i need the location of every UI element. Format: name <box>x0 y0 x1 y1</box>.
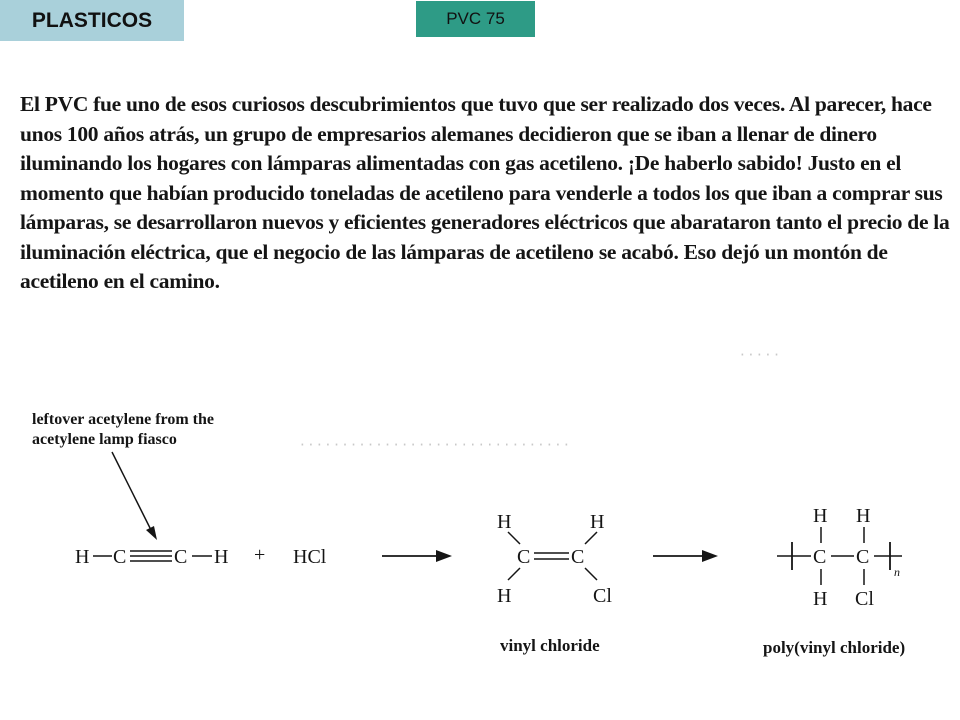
annotation-arrow <box>112 452 152 532</box>
acetylene-h-left: H <box>75 546 90 568</box>
plus-sign: + <box>254 544 266 566</box>
acetylene-c1: C <box>113 546 127 568</box>
annotation-line-2: acetylene lamp fiasco <box>32 431 177 448</box>
polymer-h-top-2: H <box>856 505 871 527</box>
polymer-c2: C <box>856 546 870 568</box>
reaction-arrow-1-head <box>436 550 452 562</box>
acetylene-c2: C <box>174 546 188 568</box>
vinyl-h-bottom: H <box>497 585 512 607</box>
scan-bleed-decoration: ‧ ‧ ‧ ‧ ‧ ‧ ‧ ‧ ‧ ‧ ‧ ‧ ‧ ‧ ‧ ‧ ‧ ‧ ‧ ‧ ‧ ‧ ‧ ‧ ‧ ‧ ‧ ‧ ‧ ‧ ‧ ‧ <box>300 438 569 454</box>
vinyl-bond <box>585 532 597 544</box>
polymer-subscript-n: n <box>894 565 900 579</box>
pvc-label: poly(vinyl chloride) <box>763 638 906 657</box>
vinyl-bond <box>508 532 520 544</box>
acetylene-h-right: H <box>214 546 229 568</box>
vinyl-h-top-left: H <box>497 511 512 533</box>
polymer-h-top-1: H <box>813 505 828 527</box>
reaction-scheme <box>0 380 960 680</box>
annotation-arrowhead <box>146 526 157 540</box>
slide-code-badge: PVC 75 <box>416 1 535 37</box>
vinyl-bond <box>508 568 520 580</box>
vinyl-cl: Cl <box>593 585 612 607</box>
scan-bleed-decoration: ‧ ‧ ‧ ‧ ‧ <box>740 348 779 364</box>
vinyl-bond <box>585 568 597 580</box>
vinyl-c1: C <box>517 546 531 568</box>
reaction-arrow-2-head <box>702 550 718 562</box>
hcl-formula: HCl <box>293 546 327 568</box>
annotation-line-1: leftover acetylene from the <box>32 411 214 428</box>
body-paragraph: El PVC fue uno de esos curiosos descubrimientos que tuvo que ser realizado dos veces. Al parecer, hace unos 100 años atrás, un grupo de empresarios alemanes decidieron que se iban a llenar de dinero iluminando los hogares con lámparas alimentadas con gas acetileno. ¡De haberlo sabido! Justo en el momento que habían producido toneladas de acetileno para venderle a todos los que iban a comprar sus lámparas, se desarrollaron nuevos y eficientes generadores eléctricos que abarataron tanto el precio de la iluminación eléctrica, que el negocio de las lámparas de acetileno se acabó. Eso dejó un montón de acetileno en el camino. <box>20 92 950 293</box>
polymer-c1: C <box>813 546 827 568</box>
polymer-cl: Cl <box>855 588 874 610</box>
polymer-h-bottom: H <box>813 588 828 610</box>
vinyl-c2: C <box>571 546 585 568</box>
vinyl-chloride-label: vinyl chloride <box>500 636 600 655</box>
page-title: PLASTICOS <box>0 0 184 41</box>
vinyl-h-top-right: H <box>590 511 605 533</box>
